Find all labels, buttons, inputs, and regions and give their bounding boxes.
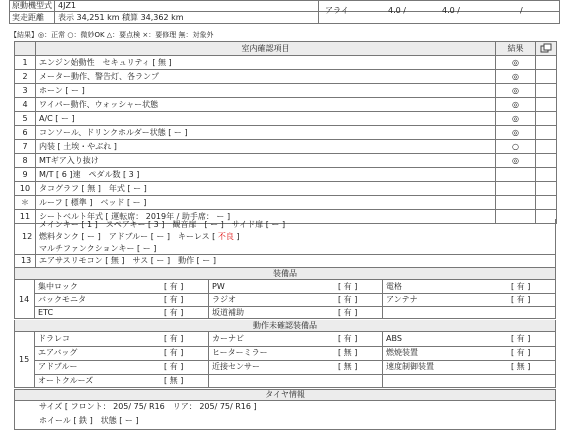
row-result: ◎ [496,70,536,84]
row-extra [536,168,557,182]
row-extra [536,126,557,140]
align-b: 4.0 / [442,6,460,15]
row-result [496,196,536,210]
row-result: ○ [496,140,536,154]
copy-icon[interactable] [536,42,557,56]
row-item: ルーフ [ 標準 ] ベッド [ ー ] [36,196,496,210]
equipment-value: [ 無 ] [338,348,358,357]
equipment-name: ヒーターミラー [212,348,268,357]
row-extra [536,196,557,210]
row-extra [536,182,557,196]
row-result [496,168,536,182]
equipment-value: [ 無 ] [511,362,531,371]
equipment-name: 電格 [386,282,402,291]
row-no: 1 [15,56,36,70]
equipment-name: ドラレコ [38,334,70,343]
align-c: / [520,6,523,15]
row-no: 7 [15,140,36,154]
row-extra [536,56,557,70]
row-no: 5 [15,112,36,126]
odo-text: 表示 34,251 km 積算 34,362 km [58,13,184,22]
row-extra [536,84,557,98]
checklist-row [15,98,557,112]
section-no: 14 [19,294,30,304]
equipment-name: 集中ロック [38,282,78,291]
row-extra [536,112,557,126]
row-result: ◎ [496,154,536,168]
row-item: 内装 [ 土埃・やぶれ ] [36,140,496,154]
checklist-row [15,196,557,210]
checklist-row [15,182,557,196]
checklist-row [15,126,557,140]
row-no: 12 [22,232,33,241]
checklist-table [14,41,557,224]
checklist-row [15,84,557,98]
top-divider [9,11,560,12]
equipment-name: ABS [386,334,402,343]
row-no: 4 [15,98,36,112]
checklist-row [15,154,557,168]
equipment-value: [ 有 ] [164,282,184,291]
engine-label: 原動機型式 [12,1,52,10]
row-no: ＊ [15,196,36,210]
row-extra [536,140,557,154]
tire-size: サイズ [ フロント： 205/ 75/ R16 リア： 205/ 75/ R16 ] [39,402,257,411]
checklist-row [15,140,557,154]
equipment-value: [ 有 ] [511,348,531,357]
wheel-info: ホイール [ 鉄 ] 状態 [ ー ] [39,416,139,425]
equipment-value: [ 有 ] [164,295,184,304]
row-item: メーター動作、警告灯、各ランプ [36,70,496,84]
equipment-name: 燃焼装置 [386,348,418,357]
row-result: ◎ [496,84,536,98]
air-suspension-row [14,255,556,268]
fuel-line [39,233,240,241]
equipment-name: アドブルー [38,362,78,371]
equipment-title: 装備品 [14,268,556,280]
row-extra [536,98,557,112]
equipment-name: アンテナ [386,295,418,304]
row-item: ワイパー動作、ウォッシャー状態 [36,98,496,112]
top-col2 [318,0,319,23]
row-item: MTギア入り抜け [36,154,496,168]
equipment-value: [ 無 ] [338,362,358,371]
engine-value: 4JZ1 [58,1,77,10]
checklist-header: 室内確認項目 [36,42,496,56]
checklist-row [15,168,557,182]
row-no: 11 [15,210,36,224]
top-bottom [9,23,560,24]
odo-label: 実走距離 [12,13,44,22]
row-item: M/T [ 6 ]速 ペダル数 [ 3 ] [36,168,496,182]
row-extra [536,154,557,168]
row-item: コンソール、ドリンクホルダー状態 [ ー ] [36,126,496,140]
equipment-value: [ 有 ] [338,334,358,343]
row-result: ◎ [496,98,536,112]
row-extra [536,70,557,84]
unconfirmed-title: 動作未確認装備品 [14,320,556,332]
equipment-value: [ 有 ] [164,348,184,357]
equipment-value: [ 有 ] [511,282,531,291]
equipment-grid [14,280,556,319]
equipment-name: 近接センサー [212,362,260,371]
row-result: ◎ [496,126,536,140]
fuel-text: 燃料タンク [ ー ] アドブルー [ ー ] キーレス [ [39,232,216,241]
equipment-value: [ 有 ] [164,334,184,343]
equipment-value: [ 有 ] [164,308,184,317]
top-border [9,0,560,1]
fuel-end: ] [236,232,240,241]
keys-line: メインキー [ 1 ] スペアキー [ 3 ] 観音扉 [ ー ] サイド扉 [ ー ] [39,220,286,229]
result-legend: 【結果】◎：正常 ○：微妙OK △：要点検 ×：要修理 無：対象外 [10,31,214,39]
key-info-row [14,219,556,255]
row-no: 3 [15,84,36,98]
equipment-value: [ 有 ] [338,308,358,317]
row-no: 9 [15,168,36,182]
result-header: 結果 [496,42,536,56]
top-right-edge [559,0,560,23]
top-col [54,0,55,23]
equipment-name: PW [212,282,225,291]
row-no: 6 [15,126,36,140]
row-result: ◎ [496,56,536,70]
row-result [496,182,536,196]
equipment-name: オートクルーズ [38,376,94,385]
unconfirmed-grid [14,332,556,388]
equipment-name: エアバッグ [38,348,78,357]
air-suspension-text: エアサスリモコン [ 無 ] サス [ ー ] 動作 [ ー ] [39,256,216,265]
equipment-name: ラジオ [212,295,236,304]
equipment-value: [ 有 ] [164,362,184,371]
multifunction-key-line: マルチファンクションキー [ ー ] [39,244,157,253]
equipment-name: バックモニタ [38,295,86,304]
tire-title: タイヤ情報 [14,389,556,401]
equipment-value: [ 無 ] [164,376,184,385]
row-item: A/C [ ー ] [36,112,496,126]
equipment-name: 速度制御装置 [386,362,434,371]
equipment-value: [ 有 ] [338,295,358,304]
section-no: 15 [19,355,30,364]
equipment-name: カーナビ [212,334,244,343]
checklist-row [15,56,557,70]
equipment-value: [ 有 ] [511,334,531,343]
align-label: アライ [325,6,349,15]
row-no: 10 [15,182,36,196]
row-no: 13 [21,256,32,265]
checklist-header-row [15,42,557,56]
equipment-value: [ 有 ] [338,282,358,291]
row-item: エンジン始動性 セキュリティ [ 無 ] [36,56,496,70]
checklist-row [15,112,557,126]
row-item: ホーン [ ー ] [36,84,496,98]
row-item: シートベルト年式 [ 運転席： 2019年 / 助手席： ー ] [36,210,496,224]
checklist-row [15,70,557,84]
top-left-edge [9,0,10,23]
equipment-name: 坂道補助 [212,308,244,317]
row-result: ◎ [496,112,536,126]
row-item: タコグラフ [ 無 ] 年式 [ ー ] [36,182,496,196]
equipment-value: [ 有 ] [511,295,531,304]
equipment-name: ETC [38,308,54,317]
row-no: 2 [15,70,36,84]
keyless-status: 不良 [217,232,234,241]
align-a: 4.0 / [388,6,406,15]
row-no: 8 [15,154,36,168]
